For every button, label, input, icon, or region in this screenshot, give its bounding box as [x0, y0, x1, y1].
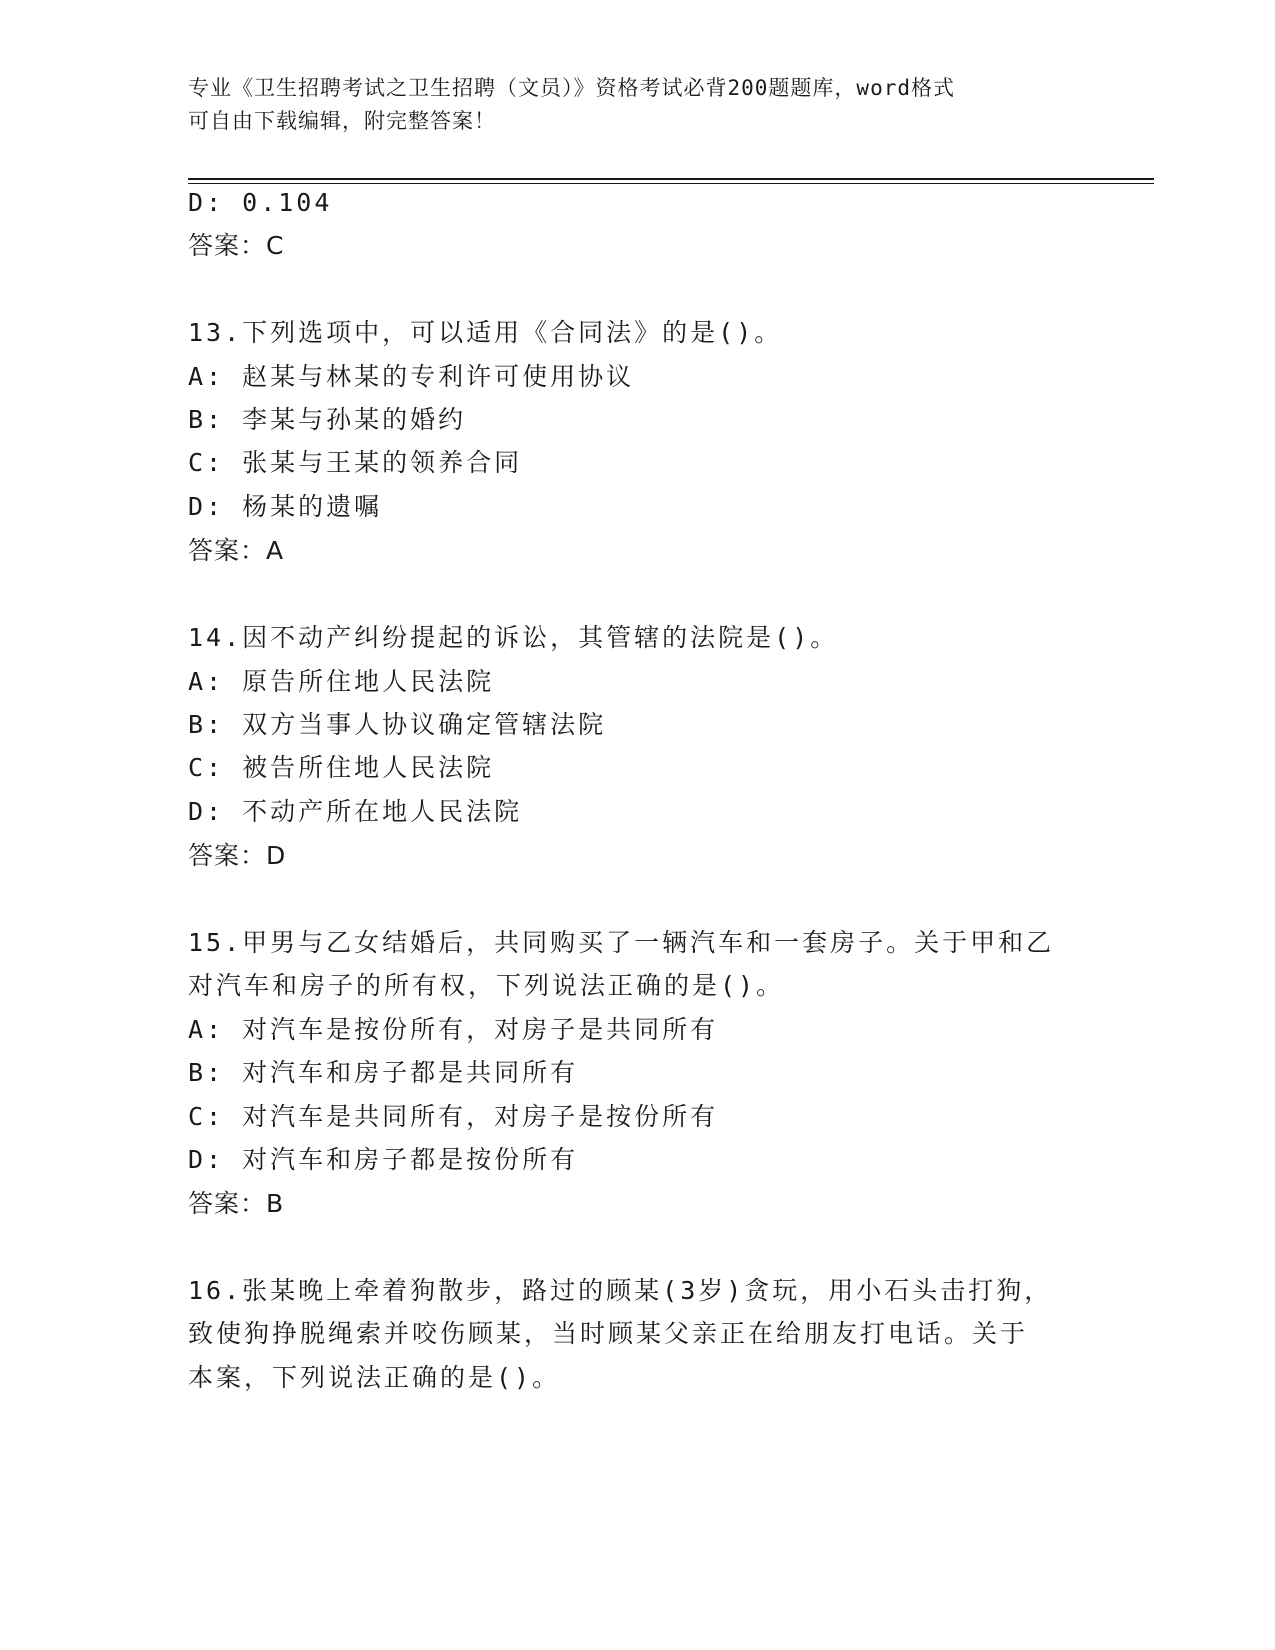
- q15-option-c: C: 对汽车是共同所有，对房子是按份所有: [188, 1102, 719, 1131]
- prev-option-d: D: 0.104: [188, 188, 333, 217]
- q14-option-c: C: 被告所住地人民法院: [188, 753, 495, 782]
- q15-option-d: D: 对汽车和房子都是按份所有: [188, 1145, 579, 1174]
- q14-option-d: D: 不动产所在地人民法院: [188, 797, 523, 826]
- q13-option-d: D: 杨某的遗嘱: [188, 492, 383, 521]
- q16-question-line-3: 本案，下列说法正确的是()。: [188, 1363, 561, 1392]
- q13-option-b: B: 李某与孙某的婚约: [188, 405, 467, 434]
- q16-question-line-1: 16.张某晚上牵着狗散步，路过的顾某(3岁)贪玩，用小石头击打狗，: [188, 1276, 1053, 1305]
- q15-answer: 答案：B: [188, 1189, 285, 1218]
- q15-question-line-2: 对汽车和房子的所有权，下列说法正确的是()。: [188, 971, 785, 1000]
- q14-question: 14.因不动产纠纷提起的诉讼，其管辖的法院是()。: [188, 623, 839, 652]
- q13-question: 13.下列选项中，可以适用《合同法》的是()。: [188, 318, 783, 347]
- header-divider-thin: [188, 183, 1154, 184]
- q13-answer: 答案：A: [188, 536, 285, 565]
- q14-option-a: A: 原告所住地人民法院: [188, 667, 495, 696]
- q15-question-line-1: 15.甲男与乙女结婚后，共同购买了一辆汽车和一套房子。关于甲和乙: [188, 928, 1055, 957]
- q15-option-b: B: 对汽车和房子都是共同所有: [188, 1058, 579, 1087]
- q13-option-c: C: 张某与王某的领养合同: [188, 448, 523, 477]
- header-title-line-2: 可自由下载编辑，附完整答案！: [188, 109, 496, 133]
- document-header: [188, 72, 1088, 138]
- q13-option-a: A: 赵某与林某的专利许可使用协议: [188, 362, 635, 391]
- q14-answer: 答案：D: [188, 841, 287, 870]
- header-title-line-1: 专业《卫生招聘考试之卫生招聘（文员）》资格考试必背200题题库，word格式: [188, 76, 955, 100]
- header-divider-thick: [188, 178, 1154, 180]
- q15-option-a: A: 对汽车是按份所有，对房子是共同所有: [188, 1015, 719, 1044]
- q14-option-b: B: 双方当事人协议确定管辖法院: [188, 710, 607, 739]
- prev-answer: 答案：C: [188, 231, 285, 260]
- q16-question-line-2: 致使狗挣脱绳索并咬伤顾某，当时顾某父亲正在给朋友打电话。关于: [188, 1319, 1029, 1348]
